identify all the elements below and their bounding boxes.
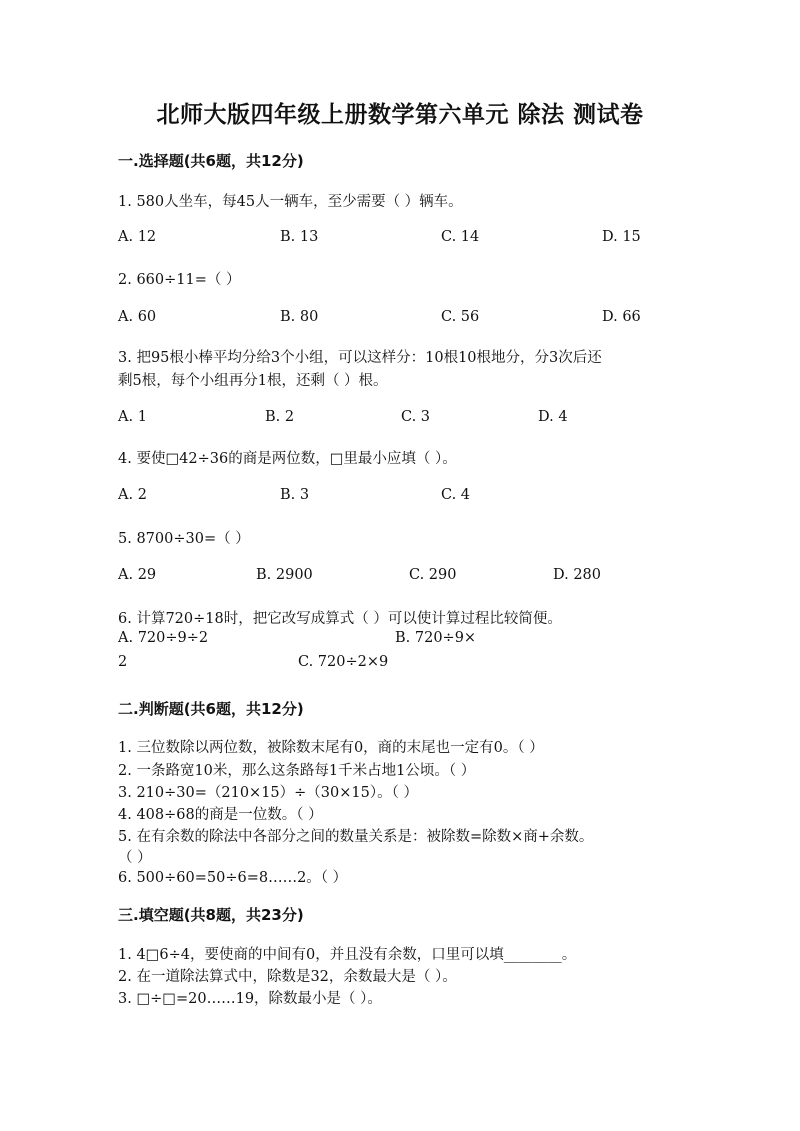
q6-option-b: B. 720÷9× bbox=[395, 630, 477, 646]
question-5: 5. 8700÷30=（ ） bbox=[118, 531, 250, 547]
question-6: 6. 计算720÷18时，把它改写成算式（ ）可以使计算过程比较简便。 bbox=[118, 611, 562, 627]
q2-option-c: C. 56 bbox=[441, 309, 480, 325]
q5-option-c: C. 290 bbox=[409, 567, 457, 583]
q3-option-a: A. 1 bbox=[118, 409, 147, 425]
judgement-item-4: 4. 408÷68的商是一位数。（ ） bbox=[118, 807, 323, 823]
q2-option-b: B. 80 bbox=[280, 309, 319, 325]
q1-option-a: A. 12 bbox=[118, 229, 157, 245]
question-1: 1. 580人坐车，每45人一辆车，至少需要（ ）辆车。 bbox=[118, 194, 463, 210]
fill-blank-item-1: 1. 4□6÷4，要使商的中间有0，并且没有余数，口里可以填________。 bbox=[118, 947, 577, 963]
judgement-item-5: 5. 在有余数的除法中各部分之间的数量关系是：被除数=除数×商+余数。 bbox=[118, 829, 594, 845]
judgement-item-3: 3. 210÷30=（210×15）÷（30×15）。（ ） bbox=[118, 785, 418, 801]
q6-option-c: C. 720÷2×9 bbox=[298, 654, 389, 670]
q5-option-a: A. 29 bbox=[118, 567, 157, 583]
page-title: 北师大版四年级上册数学第六单元 除法 测试卷 bbox=[156, 102, 644, 128]
q3-option-b: B. 2 bbox=[265, 409, 295, 425]
section-heading-fill-blank: 三.填空题(共8题，共23分) bbox=[118, 906, 304, 924]
judgement-item-2: 2. 一条路宽10米，那么这条路每1千米占地1公顷。（ ） bbox=[118, 763, 476, 779]
q5-option-b: B. 2900 bbox=[256, 567, 313, 583]
fill-blank-item-3: 3. □÷□=20……19，除数最小是（ ）。 bbox=[118, 991, 382, 1007]
question-3-line2: 剩5根，每个小组再分1根，还剩（ ）根。 bbox=[118, 373, 388, 389]
q4-option-c: C. 4 bbox=[441, 487, 471, 503]
q3-option-c: C. 3 bbox=[401, 409, 431, 425]
q1-option-d: D. 15 bbox=[602, 229, 641, 245]
q2-option-a: A. 60 bbox=[118, 309, 157, 325]
fill-blank-item-2: 2. 在一道除法算式中，除数是32，余数最大是（ ）。 bbox=[118, 969, 457, 985]
q4-option-a: A. 2 bbox=[118, 487, 147, 503]
q5-option-d: D. 280 bbox=[553, 567, 602, 583]
q1-option-c: C. 14 bbox=[441, 229, 480, 245]
section-heading-choice: 一.选择题(共6题，共12分) bbox=[118, 152, 304, 170]
question-4: 4. 要使□42÷36的商是两位数，□里最小应填（ ）。 bbox=[118, 451, 457, 467]
q6-option-b-continued: 2 bbox=[118, 654, 128, 670]
judgement-item-5-answer: （ ） bbox=[118, 850, 152, 866]
q3-option-d: D. 4 bbox=[538, 409, 568, 425]
question-2: 2. 660÷11=（ ） bbox=[118, 272, 241, 288]
judgement-item-6: 6. 500÷60=50÷6=8……2。（ ） bbox=[118, 870, 348, 886]
q6-option-a: A. 720÷9÷2 bbox=[118, 630, 209, 646]
section-heading-judgement: 二.判断题(共6题，共12分) bbox=[118, 700, 304, 718]
judgement-item-1: 1. 三位数除以两位数，被除数末尾有0，商的末尾也一定有0。（ ） bbox=[118, 740, 544, 756]
q1-option-b: B. 13 bbox=[280, 229, 319, 245]
question-3-line1: 3. 把95根小棒平均分给3个小组，可以这样分：10根10根地分，分3次后还 bbox=[118, 350, 602, 366]
q4-option-b: B. 3 bbox=[280, 487, 310, 503]
q2-option-d: D. 66 bbox=[602, 309, 641, 325]
